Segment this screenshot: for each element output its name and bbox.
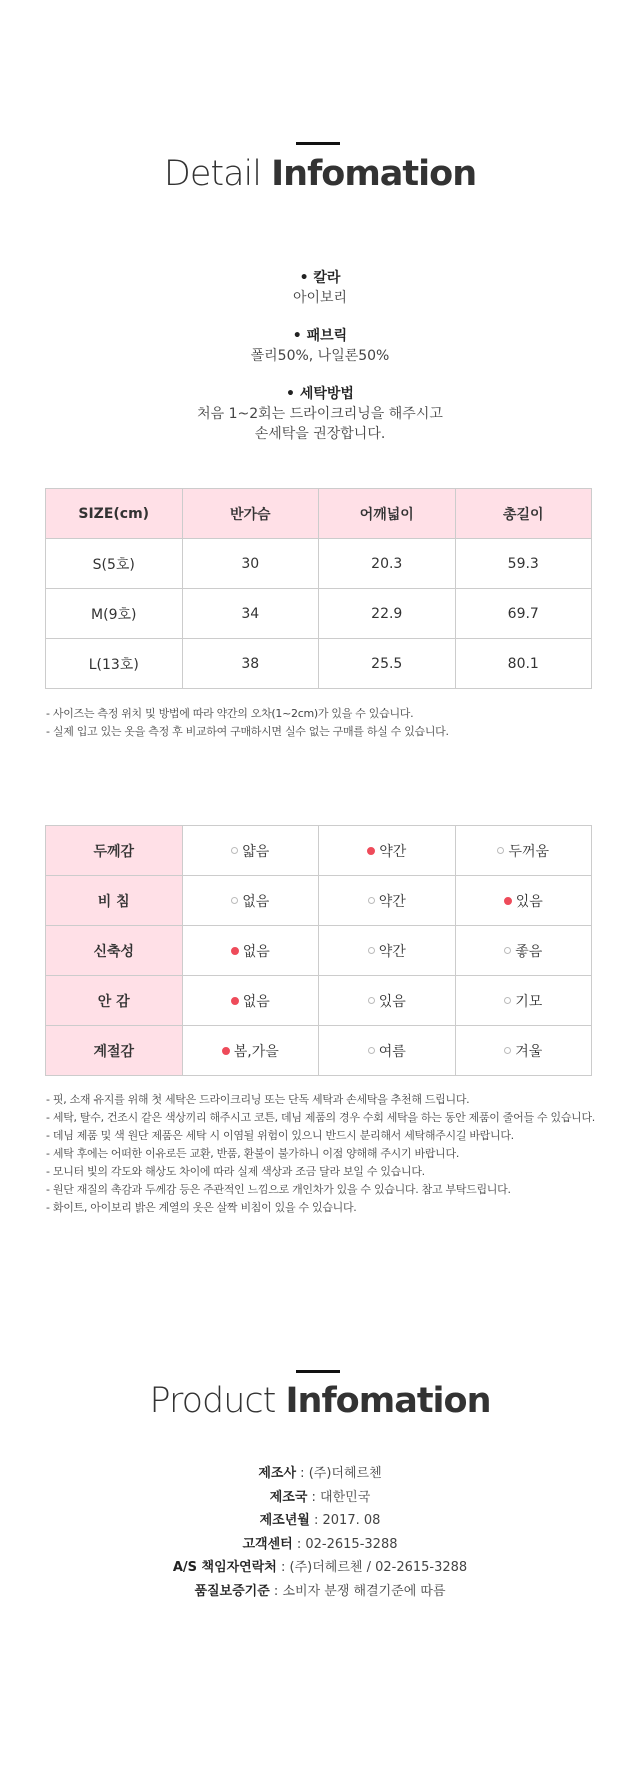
size-header-cell: 총길이 xyxy=(455,489,592,539)
size-cell: 20.3 xyxy=(319,539,456,589)
size-cell: 30 xyxy=(182,539,319,589)
feature-option xyxy=(455,1026,592,1076)
note-line: - 모니터 빛의 각도와 해상도 차이에 따라 실제 색상과 조금 달라 보일 수 있습니다. xyxy=(46,1165,425,1178)
radio-empty-icon xyxy=(504,1047,511,1054)
feature-option-label: 겨울 xyxy=(515,1043,543,1060)
feature-option-selected xyxy=(319,826,456,876)
product-info-row: 제조국 : 대한민국 xyxy=(269,1489,371,1505)
product-info-label: A/S 책임자연락처 xyxy=(172,1560,277,1575)
product-info-value: 2017. 08 xyxy=(322,1513,381,1528)
detail-items xyxy=(0,268,640,444)
detail-item-value: 아이보리 xyxy=(292,290,348,306)
size-cell: S(5호) xyxy=(46,539,183,589)
radio-selected-icon xyxy=(231,997,239,1005)
note-line: - 세탁 후에는 어떠한 이유로든 교환, 반품, 환불이 불가하니 이점 양해해 주시기 바랍니다. xyxy=(46,1147,460,1160)
care-notes xyxy=(46,1091,626,1217)
radio-selected-icon xyxy=(231,947,239,955)
detail-item-value: 처음 1~2회는 드라이크리닝을 해주시고 xyxy=(197,406,443,422)
feature-option-label: 기모 xyxy=(515,993,543,1010)
radio-empty-icon xyxy=(497,847,504,854)
product-info-label: 품질보증기준 xyxy=(194,1583,270,1599)
feature-option xyxy=(319,926,456,976)
size-cell: 22.9 xyxy=(319,589,456,639)
table-row xyxy=(46,876,592,926)
feature-option-selected xyxy=(182,976,319,1026)
note-line: - 세탁, 탈수, 건조시 같은 색상끼리 해주시고 코튼, 데님 제품의 경우 수회 세탁을 하는 동안 제품이 줄어들 수 있습니다. xyxy=(46,1111,595,1124)
feature-option-label: 약간 xyxy=(379,843,407,860)
detail-title xyxy=(0,154,640,194)
product-info-label: 제조년월 xyxy=(259,1513,310,1528)
feature-option-label: 없음 xyxy=(242,893,270,910)
feature-label: 신축성 xyxy=(46,926,183,976)
radio-empty-icon xyxy=(231,897,238,904)
feature-option-label: 봄,가을 xyxy=(233,1043,279,1060)
table-row xyxy=(46,926,592,976)
product-info-value: 02-2615-3288 xyxy=(305,1536,398,1552)
feature-option-label: 여름 xyxy=(378,1043,406,1060)
radio-empty-icon xyxy=(368,997,375,1004)
product-info-value: 소비자 분쟁 해결기준에 따름 xyxy=(282,1583,446,1599)
feature-option-label: 약간 xyxy=(378,893,406,910)
feature-label: 안 감 xyxy=(46,976,183,1026)
feature-option xyxy=(319,976,456,1026)
feature-label: 두께감 xyxy=(46,826,183,876)
size-table xyxy=(45,488,592,689)
table-row xyxy=(46,976,592,1026)
detail-title-light: Detail xyxy=(163,154,261,194)
radio-empty-icon xyxy=(504,997,511,1004)
size-cell: 59.3 xyxy=(455,539,592,589)
feature-option-label: 얇음 xyxy=(242,843,270,860)
product-info-value: (주)더헤르첸 / 02-2615-3288 xyxy=(289,1560,468,1575)
size-cell: L(13호) xyxy=(46,639,183,689)
feature-option-label: 있음 xyxy=(378,993,406,1010)
product-info-row: A/S 책임자연락처 : (주)더헤르첸 / 02-2615-3288 xyxy=(172,1560,468,1575)
product-info-row: 제조사 : (주)더헤르첸 xyxy=(258,1466,382,1481)
table-row xyxy=(46,539,592,589)
feature-option xyxy=(182,826,319,876)
product-title xyxy=(0,1381,640,1421)
feature-option-label: 없음 xyxy=(242,943,270,960)
detail-item-washing xyxy=(0,384,640,444)
detail-title-bold: Infomation xyxy=(271,154,477,194)
note-line: - 화이트, 아이보리 밝은 계열의 옷은 살짝 비침이 있을 수 있습니다. xyxy=(46,1201,357,1214)
note-line: - 사이즈는 측정 위치 및 방법에 따라 약간의 오차(1~2cm)가 있을 수 있습니다. xyxy=(46,707,414,720)
feature-option-selected xyxy=(455,876,592,926)
detail-item-fabric xyxy=(0,326,640,366)
feature-table xyxy=(45,825,592,1076)
size-cell: 80.1 xyxy=(455,639,592,689)
table-row xyxy=(46,826,592,876)
size-cell: 34 xyxy=(182,589,319,639)
radio-empty-icon xyxy=(231,847,238,854)
feature-option-label: 약간 xyxy=(378,943,406,960)
product-info-value: 대한민국 xyxy=(320,1489,371,1505)
size-cell: 69.7 xyxy=(455,589,592,639)
feature-option-selected xyxy=(182,926,319,976)
feature-option xyxy=(455,826,592,876)
product-info-row: 품질보증기준 : 소비자 분쟁 해결기준에 따름 xyxy=(194,1583,446,1599)
product-info-list xyxy=(0,1462,640,1603)
radio-selected-icon xyxy=(367,847,375,855)
detail-item-value: 손세탁을 권장합니다. xyxy=(254,426,386,442)
product-title-bold: Infomation xyxy=(285,1381,491,1421)
product-info-label: 제조사 xyxy=(258,1466,297,1481)
table-row xyxy=(46,589,592,639)
feature-label: 계절감 xyxy=(46,1026,183,1076)
product-title-rule xyxy=(296,1370,340,1373)
feature-option-selected xyxy=(182,1026,319,1076)
size-table-header xyxy=(46,489,592,539)
table-row xyxy=(46,1026,592,1076)
size-cell: M(9호) xyxy=(46,589,183,639)
detail-item-value: 폴리50%, 나일론50% xyxy=(250,348,390,364)
radio-empty-icon xyxy=(504,947,511,954)
feature-option xyxy=(319,1026,456,1076)
feature-option xyxy=(455,976,592,1026)
feature-label: 비 침 xyxy=(46,876,183,926)
detail-item-label: • 세탁방법 xyxy=(286,386,354,402)
size-cell: 25.5 xyxy=(319,639,456,689)
detail-item-color xyxy=(0,268,640,308)
product-info-value: (주)더헤르첸 xyxy=(308,1466,382,1481)
radio-empty-icon xyxy=(368,947,375,954)
product-title-light: Product xyxy=(149,1381,276,1421)
feature-option-label: 없음 xyxy=(242,993,270,1010)
feature-option xyxy=(182,876,319,926)
feature-option-label: 두꺼움 xyxy=(508,843,550,860)
size-notes xyxy=(46,705,626,741)
radio-selected-icon xyxy=(222,1047,230,1055)
feature-option-label: 좋음 xyxy=(515,943,543,960)
product-info-row: 고객센터 : 02-2615-3288 xyxy=(242,1536,398,1552)
size-header-cell: SIZE(cm) xyxy=(46,489,183,539)
note-line: - 원단 재질의 촉감과 두께감 등은 주관적인 느낌으로 개인차가 있을 수 있습니다. 참고 부탁드립니다. xyxy=(46,1183,511,1196)
note-line: - 핏, 소재 유지를 위해 첫 세탁은 드라이크리닝 또는 단독 세탁과 손세탁을 추천해 드립니다. xyxy=(46,1093,470,1106)
detail-item-label: • 패브릭 xyxy=(292,328,348,344)
note-line: - 실제 입고 있는 옷을 측정 후 비교하여 구매하시면 실수 없는 구매를 하실 수 있습니다. xyxy=(46,725,449,738)
detail-item-label: • 칼라 xyxy=(299,270,341,286)
feature-option xyxy=(319,876,456,926)
product-info-row: 제조년월 : 2017. 08 xyxy=(259,1513,381,1528)
radio-empty-icon xyxy=(368,897,375,904)
detail-title-rule xyxy=(296,142,340,145)
product-info-label: 고객센터 xyxy=(242,1536,293,1552)
radio-selected-icon xyxy=(504,897,512,905)
size-header-cell: 반가슴 xyxy=(182,489,319,539)
product-info-label: 제조국 xyxy=(269,1489,308,1505)
radio-empty-icon xyxy=(368,1047,375,1054)
table-row xyxy=(46,639,592,689)
size-header-cell: 어깨넓이 xyxy=(319,489,456,539)
size-cell: 38 xyxy=(182,639,319,689)
feature-option-label: 있음 xyxy=(515,893,543,910)
feature-option xyxy=(455,926,592,976)
note-line: - 데님 제품 및 색 원단 제품은 세탁 시 이염될 위험이 있으니 반드시 분리해서 세탁해주시길 바랍니다. xyxy=(46,1129,514,1142)
